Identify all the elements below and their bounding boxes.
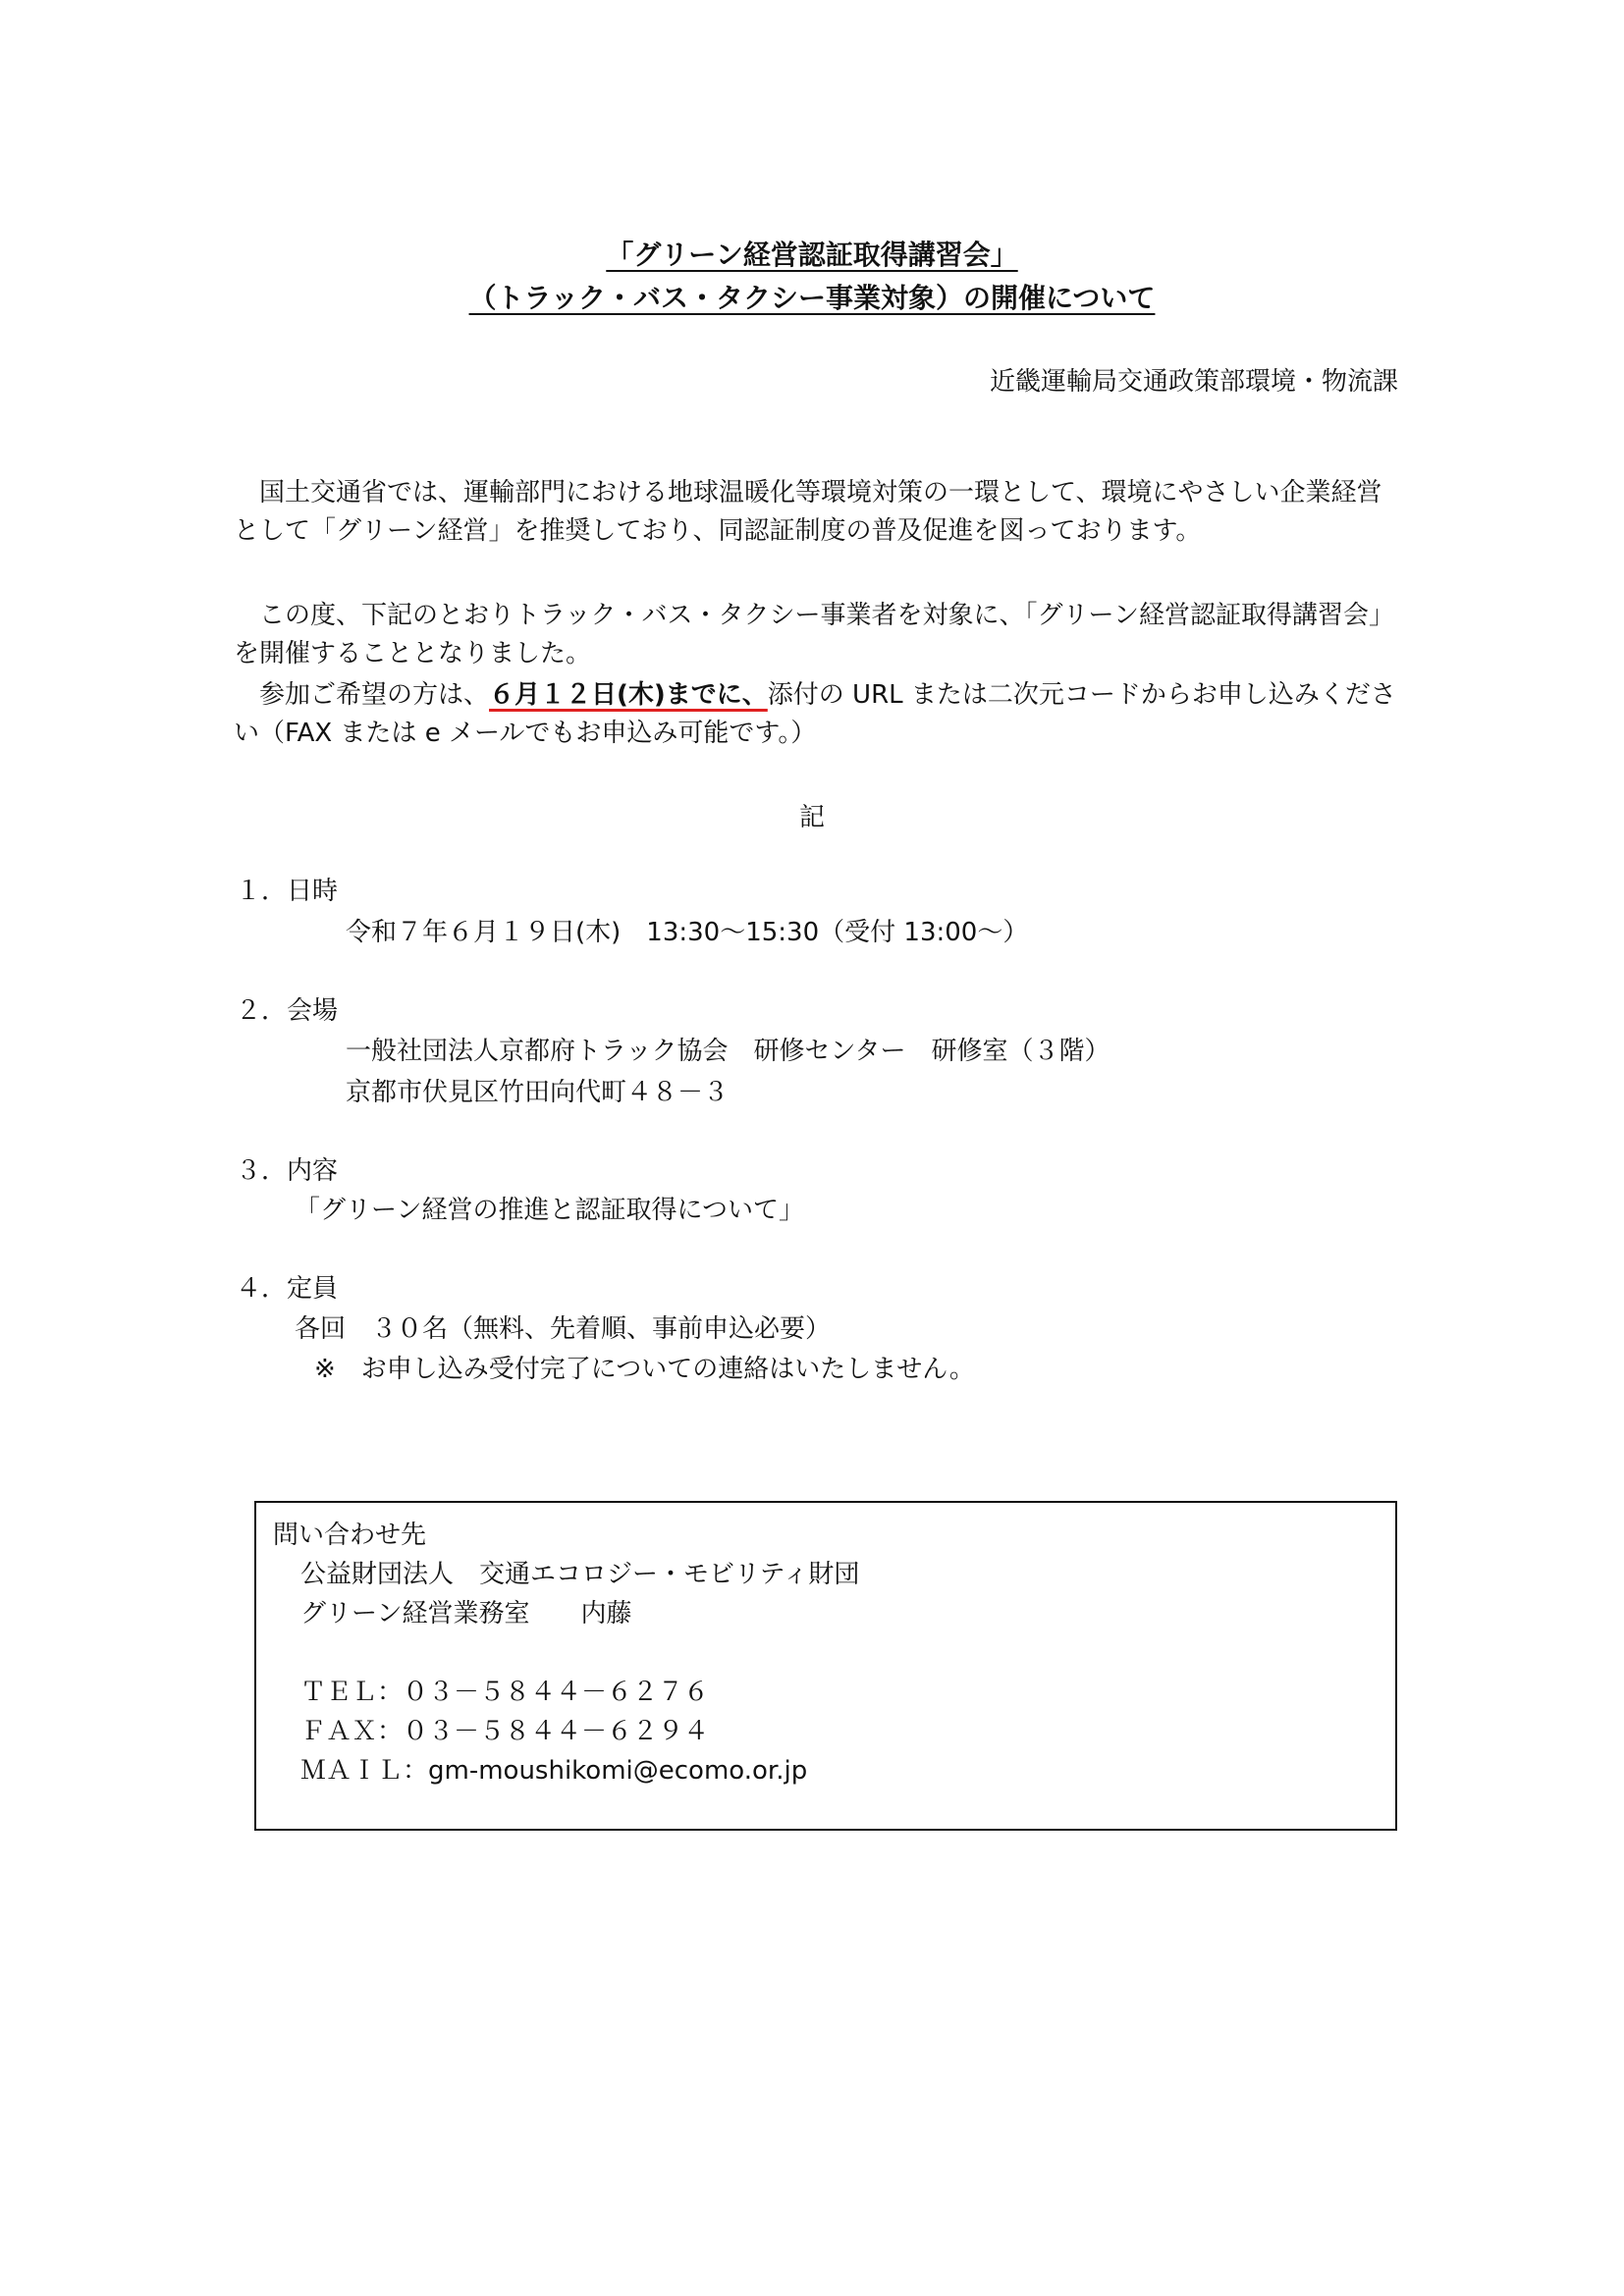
ki-marker: 記 [798,803,825,832]
section-capacity-heading: ４．定員 [236,1274,339,1304]
section-datetime-value: 令和７年６月１９日(木) 13:30～15:30（受付 13:00～） [346,918,1029,947]
section-content-heading: ３．内容 [236,1156,339,1186]
paragraph-intro: 国土交通省では、運輸部門における地球温暖化等環境対策の一環として、環境にやさしい企業経営として「グリーン経営」を推奨しており、同認証制度の普及促進を図っております。 [234,478,1382,546]
section-venue-heading: ２．会場 [236,996,339,1026]
paragraph-announcement: この度、下記のとおりトラック・バス・タクシー事業者を対象に、「グリーン経営認証取得講習会」を開催することとなりました。 [234,601,1394,668]
section-capacity-note: ※ お申し込み受付完了についての連絡はいたしません。 [314,1355,975,1384]
section-venue-address: 京都市伏見区竹田向代町４８－３ [346,1078,730,1107]
paragraph-application [234,676,1402,753]
contact-heading: 問い合わせ先 [273,1521,427,1550]
section-content-value: 「グリーン経営の推進と認証取得について」 [295,1196,804,1225]
issuer: 近畿運輸局交通政策部環境・物流課 [989,367,1398,397]
document-title-line1: 「グリーン経営認証取得講習会」 [606,239,1018,271]
contact-fax: ＦＡＸ：０３－５８４４－６２９４ [300,1717,710,1746]
application-lead: 参加ご希望の方は、 [259,680,490,710]
contact-organization: 公益財団法人 交通エコロジー・モビリティ財団 [300,1560,860,1589]
contact-box [254,1501,1397,1831]
application-method: 添付の URL または二次元コードからお申し込みください（FAX または e メールでもお申込み可能です。） [234,680,1396,748]
section-datetime-heading: １．日時 [236,877,339,906]
contact-tel: ＴＥＬ：０３－５８４４－６２７６ [300,1678,710,1707]
contact-department: グリーン経営業務室 内藤 [300,1599,632,1629]
document-title-line2: （トラック・バス・タクシー事業対象）の開催について [468,282,1156,314]
contact-mail[interactable]: ＭＡＩＬ：gm-moushikomi@ecomo.or.jp [300,1756,808,1786]
section-venue-name: 一般社団法人京都府トラック協会 研修センター 研修室（３階） [346,1037,1110,1066]
section-capacity-value: 各回 ３０名（無料、先着順、事前申込必要） [295,1314,832,1344]
deadline: ６月１２日(木)までに、 [489,680,768,710]
